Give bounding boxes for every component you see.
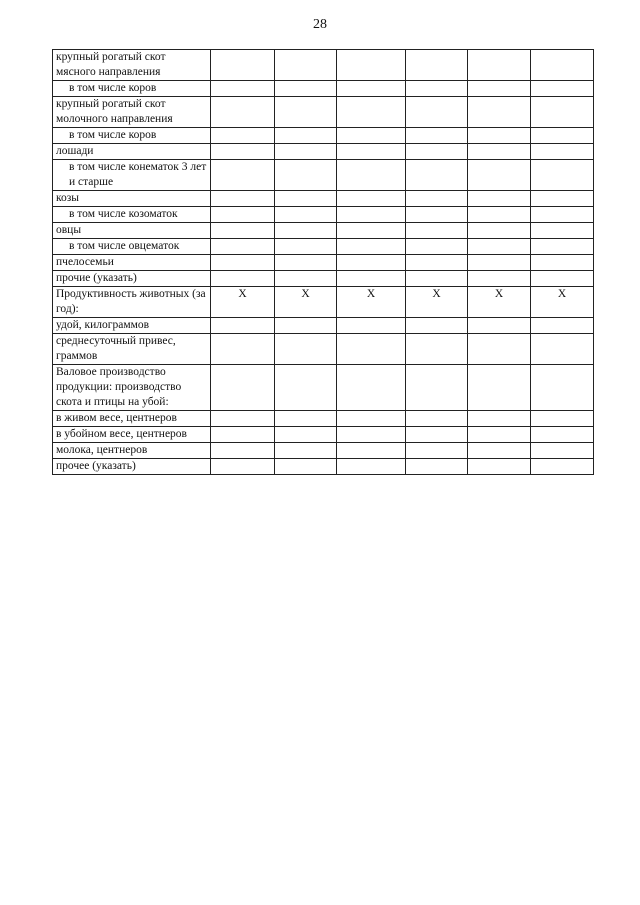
- table-cell: [337, 223, 406, 239]
- table-cell: [468, 160, 531, 191]
- table-cell: [531, 97, 594, 128]
- table-row: [53, 207, 594, 223]
- table-cell: [406, 318, 468, 334]
- table-cell: [406, 223, 468, 239]
- table-row: [53, 144, 594, 160]
- table-cell: [406, 271, 468, 287]
- table-cell: [468, 365, 531, 411]
- row-label: в том числе коров: [53, 128, 211, 144]
- row-label: козы: [53, 191, 211, 207]
- table-row: [53, 411, 594, 427]
- table-row: [53, 81, 594, 97]
- table-cell: [211, 411, 275, 427]
- table-cell: [275, 365, 337, 411]
- table-cell: [275, 459, 337, 475]
- table-cell: [468, 271, 531, 287]
- table-row: [53, 255, 594, 271]
- table-cell: [531, 459, 594, 475]
- table-cell: [531, 128, 594, 144]
- table-cell: [337, 411, 406, 427]
- table-row: [53, 191, 594, 207]
- table-cell: [468, 144, 531, 160]
- table-cell: [337, 81, 406, 97]
- table-cell: [468, 334, 531, 365]
- table-row: [53, 128, 594, 144]
- table-cell: X: [211, 287, 275, 318]
- table-cell: [275, 97, 337, 128]
- table-cell: [211, 427, 275, 443]
- table-cell: [531, 318, 594, 334]
- table-cell: [337, 128, 406, 144]
- table-cell: [531, 334, 594, 365]
- table-cell: [531, 160, 594, 191]
- table-cell: [211, 223, 275, 239]
- table-row: [53, 271, 594, 287]
- row-label: в том числе козоматок: [53, 207, 211, 223]
- table-cell: [468, 427, 531, 443]
- table-cell: [337, 459, 406, 475]
- table-cell: X: [468, 287, 531, 318]
- table-cell: [531, 443, 594, 459]
- table-cell: [275, 255, 337, 271]
- table-cell: [468, 411, 531, 427]
- table-cell: [211, 144, 275, 160]
- table-cell: [275, 144, 337, 160]
- livestock-table: [52, 49, 594, 475]
- table-cell: [337, 191, 406, 207]
- table-cell: [406, 97, 468, 128]
- table-row: [53, 443, 594, 459]
- table-cell: [211, 97, 275, 128]
- table-cell: [531, 427, 594, 443]
- table-cell: [531, 223, 594, 239]
- table-cell: [406, 191, 468, 207]
- table-cell: [468, 318, 531, 334]
- table-cell: [211, 271, 275, 287]
- table-cell: [211, 459, 275, 475]
- table-cell: [406, 160, 468, 191]
- table-cell: [337, 207, 406, 223]
- table-row: [53, 459, 594, 475]
- table-cell: [275, 207, 337, 223]
- table-cell: [406, 443, 468, 459]
- table-cell: [337, 144, 406, 160]
- table-cell: [211, 239, 275, 255]
- table-cell: [531, 191, 594, 207]
- table-cell: [406, 239, 468, 255]
- table-cell: X: [406, 287, 468, 318]
- table-cell: [275, 239, 337, 255]
- row-label: в убойном весе, центнеров: [53, 427, 211, 443]
- table-cell: [531, 207, 594, 223]
- table-cell: [275, 50, 337, 81]
- row-label: в том числе овцематок: [53, 239, 211, 255]
- table-cell: [468, 50, 531, 81]
- table-cell: [275, 443, 337, 459]
- table-cell: [211, 50, 275, 81]
- table-cell: [211, 255, 275, 271]
- table-cell: [468, 459, 531, 475]
- table-cell: [531, 255, 594, 271]
- row-label: лошади: [53, 144, 211, 160]
- table-row: [53, 97, 594, 128]
- table-cell: X: [531, 287, 594, 318]
- table-cell: [275, 334, 337, 365]
- table-cell: [337, 318, 406, 334]
- table-cell: [337, 427, 406, 443]
- table-row: [53, 318, 594, 334]
- table-row: [53, 365, 594, 411]
- table-cell: [406, 144, 468, 160]
- table-cell: [211, 81, 275, 97]
- table-cell: [337, 239, 406, 255]
- table-row: [53, 50, 594, 81]
- row-label: пчелосемьи: [53, 255, 211, 271]
- table-row: [53, 427, 594, 443]
- row-label: крупный рогатый скот мясного направления: [53, 50, 211, 81]
- table-cell: [337, 443, 406, 459]
- table-cell: [275, 271, 337, 287]
- row-label: прочее (указать): [53, 459, 211, 475]
- table-cell: [337, 255, 406, 271]
- table-cell: [406, 50, 468, 81]
- table-cell: [468, 97, 531, 128]
- row-label: Валовое производство продукции: производство скота и птицы на убой:: [53, 365, 211, 411]
- table-cell: [531, 271, 594, 287]
- table-cell: [275, 81, 337, 97]
- table-cell: [531, 411, 594, 427]
- table-cell: [337, 97, 406, 128]
- table-cell: [406, 365, 468, 411]
- table-cell: [275, 160, 337, 191]
- table-cell: [468, 128, 531, 144]
- table-body: [53, 50, 594, 475]
- table-cell: [406, 207, 468, 223]
- row-label: овцы: [53, 223, 211, 239]
- table-cell: [275, 427, 337, 443]
- table-cell: [531, 81, 594, 97]
- table-cell: [337, 160, 406, 191]
- table-cell: [468, 223, 531, 239]
- table-cell: [337, 365, 406, 411]
- table-cell: [531, 50, 594, 81]
- table-cell: [211, 207, 275, 223]
- table-cell: [337, 50, 406, 81]
- table-row: [53, 160, 594, 191]
- table-cell: [406, 81, 468, 97]
- table-cell: [211, 160, 275, 191]
- table-cell: [337, 271, 406, 287]
- table-cell: [211, 365, 275, 411]
- table-cell: [406, 128, 468, 144]
- table-cell: [211, 191, 275, 207]
- table-cell: [468, 443, 531, 459]
- table-cell: [468, 239, 531, 255]
- table-cell: X: [275, 287, 337, 318]
- row-label: прочие (указать): [53, 271, 211, 287]
- table-cell: [468, 191, 531, 207]
- page-number: 28: [313, 17, 327, 32]
- row-label: в том числе коров: [53, 81, 211, 97]
- table-cell: [211, 318, 275, 334]
- row-label: в том числе конематок 3 лет и старше: [53, 160, 211, 191]
- table-cell: [211, 334, 275, 365]
- table-cell: [406, 255, 468, 271]
- table-cell: [531, 239, 594, 255]
- table-cell: [211, 443, 275, 459]
- table-cell: [275, 318, 337, 334]
- table-cell: X: [337, 287, 406, 318]
- row-label: крупный рогатый скот молочного направления: [53, 97, 211, 128]
- table-cell: [275, 128, 337, 144]
- table-cell: [531, 365, 594, 411]
- table-cell: [275, 191, 337, 207]
- table-row: [53, 223, 594, 239]
- row-label: удой, килограммов: [53, 318, 211, 334]
- table-row: [53, 334, 594, 365]
- table-cell: [468, 255, 531, 271]
- row-label: среднесуточный привес, граммов: [53, 334, 211, 365]
- table-cell: [406, 334, 468, 365]
- row-label: молока, центнеров: [53, 443, 211, 459]
- table-cell: [275, 223, 337, 239]
- table-cell: [275, 411, 337, 427]
- table-row: [53, 287, 594, 318]
- table-row: [53, 239, 594, 255]
- table-cell: [468, 81, 531, 97]
- table-cell: [337, 334, 406, 365]
- table-cell: [406, 411, 468, 427]
- row-label: в живом весе, центнеров: [53, 411, 211, 427]
- table-cell: [531, 144, 594, 160]
- table-cell: [468, 207, 531, 223]
- table-cell: [406, 427, 468, 443]
- table-cell: [211, 128, 275, 144]
- table-cell: [406, 459, 468, 475]
- row-label: Продуктивность животных (за год):: [53, 287, 211, 318]
